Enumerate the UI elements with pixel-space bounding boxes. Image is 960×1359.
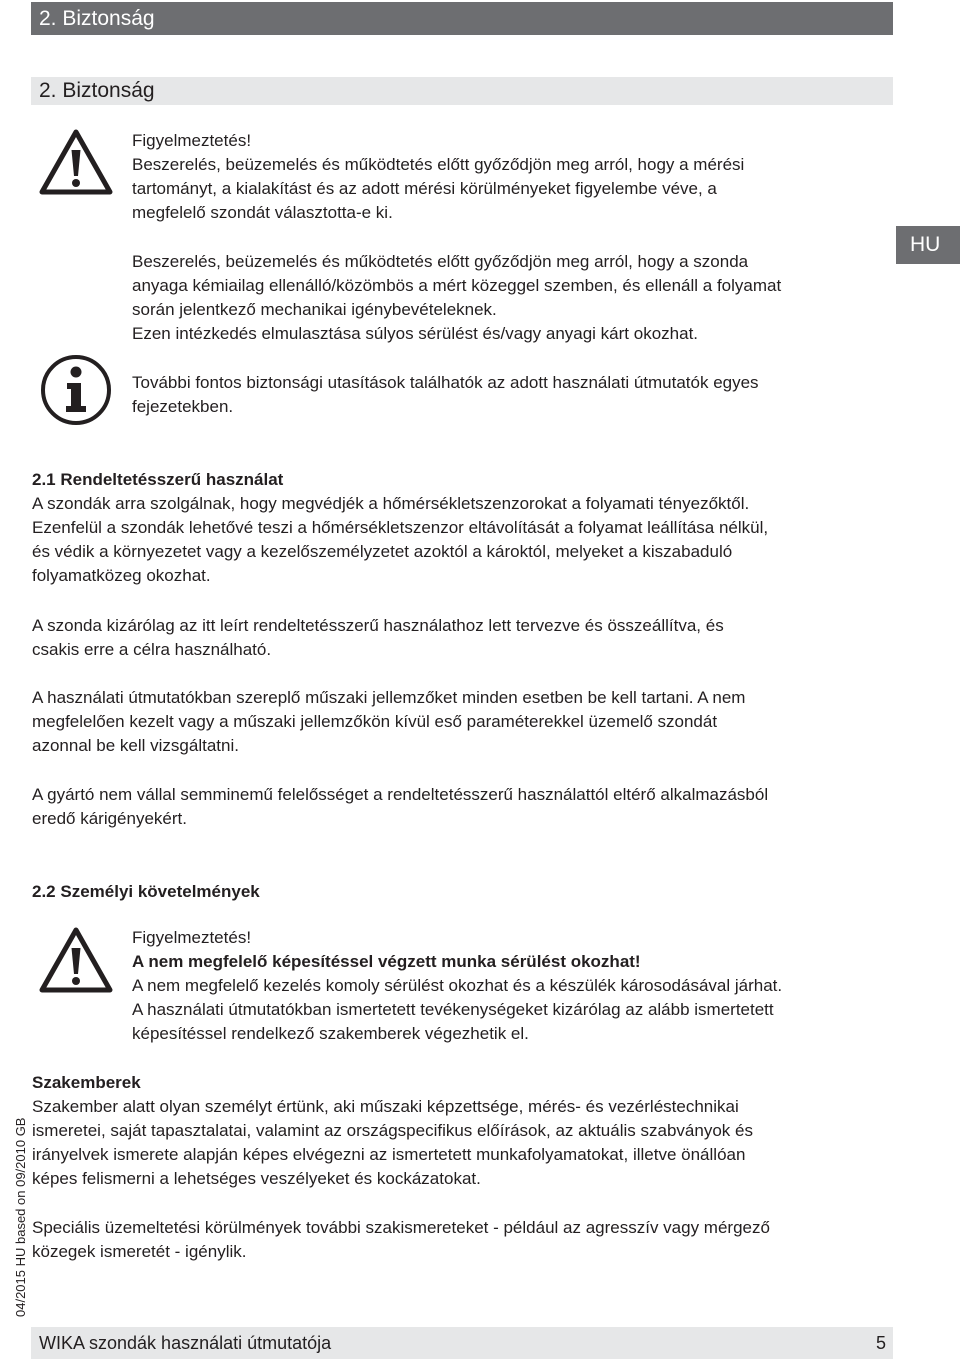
- warning-bold-line: A nem megfelelő képesítéssel végzett munka sérülést okozhat!: [132, 952, 641, 971]
- subsection-title: 2.1 Rendeltetésszerű használat: [32, 470, 284, 489]
- experts-para2: [32, 1216, 770, 1264]
- warning-block-1-continued: [132, 250, 781, 346]
- paragraph-line: irányelvek ismerete alapján képes elvégezni az ismertetett munkafolyamatokat, illetve önállóan: [32, 1145, 746, 1164]
- info-line: További fontos biztonsági utasítások találhatók az adott használati útmutatók egyes: [132, 373, 759, 392]
- section-heading-title: 2. Biztonság: [39, 79, 155, 102]
- info-icon: [40, 354, 112, 426]
- paragraph-line: megfelelően kezelt vagy a műszaki jellemzőkön kívül eső paraméterekkel üzemelő szondát: [32, 712, 718, 731]
- paragraph-line: A szonda kizárólag az itt leírt rendeltetésszerű használathoz lett tervezve és összeállítva, és: [32, 616, 724, 635]
- paragraph-line: Szakember alatt olyan személyt értünk, aki műszaki képzettsége, mérés- és vezérléstechnikai: [32, 1097, 739, 1116]
- footer-title: WIKA szondák használati útmutatója: [39, 1333, 332, 1353]
- warning-block-2: [132, 926, 782, 1046]
- section-2-1-para4: [32, 783, 768, 831]
- warning-triangle-icon: [38, 924, 114, 996]
- paragraph-line: Speciális üzemeltetési körülmények további szakismereteket - például az agresszív vagy mérgező: [32, 1218, 770, 1237]
- paragraph-line: ismeretei, saját tapasztalatai, valamint az országspecifikus előírások, az aktuális szabványok és: [32, 1121, 753, 1140]
- warning-line: során jelentkező mechanikai igénybevételeknek.: [132, 300, 497, 319]
- paragraph-line: A gyártó nem vállal semminemű felelősséget a rendeltetésszerű használattól eltérő alkalmazásból: [32, 785, 769, 804]
- warning-heading: Figyelmeztetés!: [132, 131, 252, 150]
- paragraph-line: Ezenfelül a szondák lehetővé teszi a hőmérsékletszenzor eltávolítását a folyamat leállítása nélkül,: [32, 518, 769, 537]
- experts-section: [32, 1071, 753, 1191]
- info-line: fejezetekben.: [132, 397, 234, 416]
- warning-line: megfelelő szondát választotta-e ki.: [132, 203, 393, 222]
- warning-line: A használati útmutatókban ismertetett tevékenységeket kizárólag az alább ismertetett: [132, 1000, 774, 1019]
- paragraph-line: A szondák arra szolgálnak, hogy megvédjék a hőmérsékletszenzorokat a folyamati tényezőktől.: [32, 494, 750, 513]
- info-block: [132, 371, 759, 419]
- warning-block-1: [132, 129, 744, 225]
- warning-line: A nem megfelelő kezelés komoly sérülést okozhat és a készülék károsodásával járhat.: [132, 976, 783, 995]
- language-tab: [896, 226, 960, 264]
- warning-line: Ezen intézkedés elmulasztása súlyos sérülést és/vagy anyagi kárt okozhat.: [132, 324, 699, 343]
- page-header-bar: [31, 2, 893, 35]
- warning-line: Beszerelés, beüzemelés és működtetés előtt győződjön meg arról, hogy a szonda: [132, 252, 749, 271]
- paragraph-line: eredő kárigényekért.: [32, 809, 187, 828]
- paragraph-line: képes felismerni a lehetséges veszélyeket és kockázatokat.: [32, 1169, 481, 1188]
- warning-line: tartományt, a kialakítást és az adott mérési körülményeket figyelembe véve, a: [132, 179, 717, 198]
- paragraph-line: A használati útmutatókban szereplő műszaki jellemzőket minden esetben be kell tartani. A nem: [32, 688, 746, 707]
- section-2-1: [32, 468, 768, 588]
- section-heading-bar: [31, 77, 893, 105]
- page-number: 5: [875, 1333, 886, 1353]
- section-2-1-para3: [32, 686, 745, 758]
- side-version-note: 04/2015 HU based on 09/2010 GB: [13, 1117, 28, 1317]
- warning-line: Beszerelés, beüzemelés és működtetés előtt győződjön meg arról, hogy a mérési: [132, 155, 745, 174]
- warning-line: képesítéssel rendelkező szakemberek végezhetik el.: [132, 1024, 529, 1043]
- paragraph-line: csakis erre a célra használható.: [32, 640, 272, 659]
- paragraph-line: közegek ismeretét - igénylik.: [32, 1242, 247, 1261]
- warning-heading: Figyelmeztetés!: [132, 928, 252, 947]
- warning-line: anyaga kémiailag ellenálló/közömbös a mért közeggel szemben, és ellenáll a folyamat: [132, 276, 782, 295]
- section-2-1-para2: [32, 614, 724, 662]
- paragraph-line: azonnal be kell vizsgáltatni.: [32, 736, 239, 755]
- page-header-title: 2. Biztonság: [39, 7, 155, 30]
- section-2-2-title: [32, 880, 260, 904]
- paragraph-line: folyamatközeg okozhat.: [32, 566, 211, 585]
- subsection-title: Szakemberek: [32, 1073, 141, 1092]
- subsection-title: 2.2 Személyi követelmények: [32, 882, 260, 901]
- language-tab-label: HU: [910, 233, 941, 256]
- paragraph-line: és védik a környezetet vagy a kezelőszemélyzetet azoktól a károktól, melyeket a kiszabaduló: [32, 542, 733, 561]
- page-footer-bar: [31, 1327, 893, 1359]
- warning-triangle-icon: [38, 126, 114, 198]
